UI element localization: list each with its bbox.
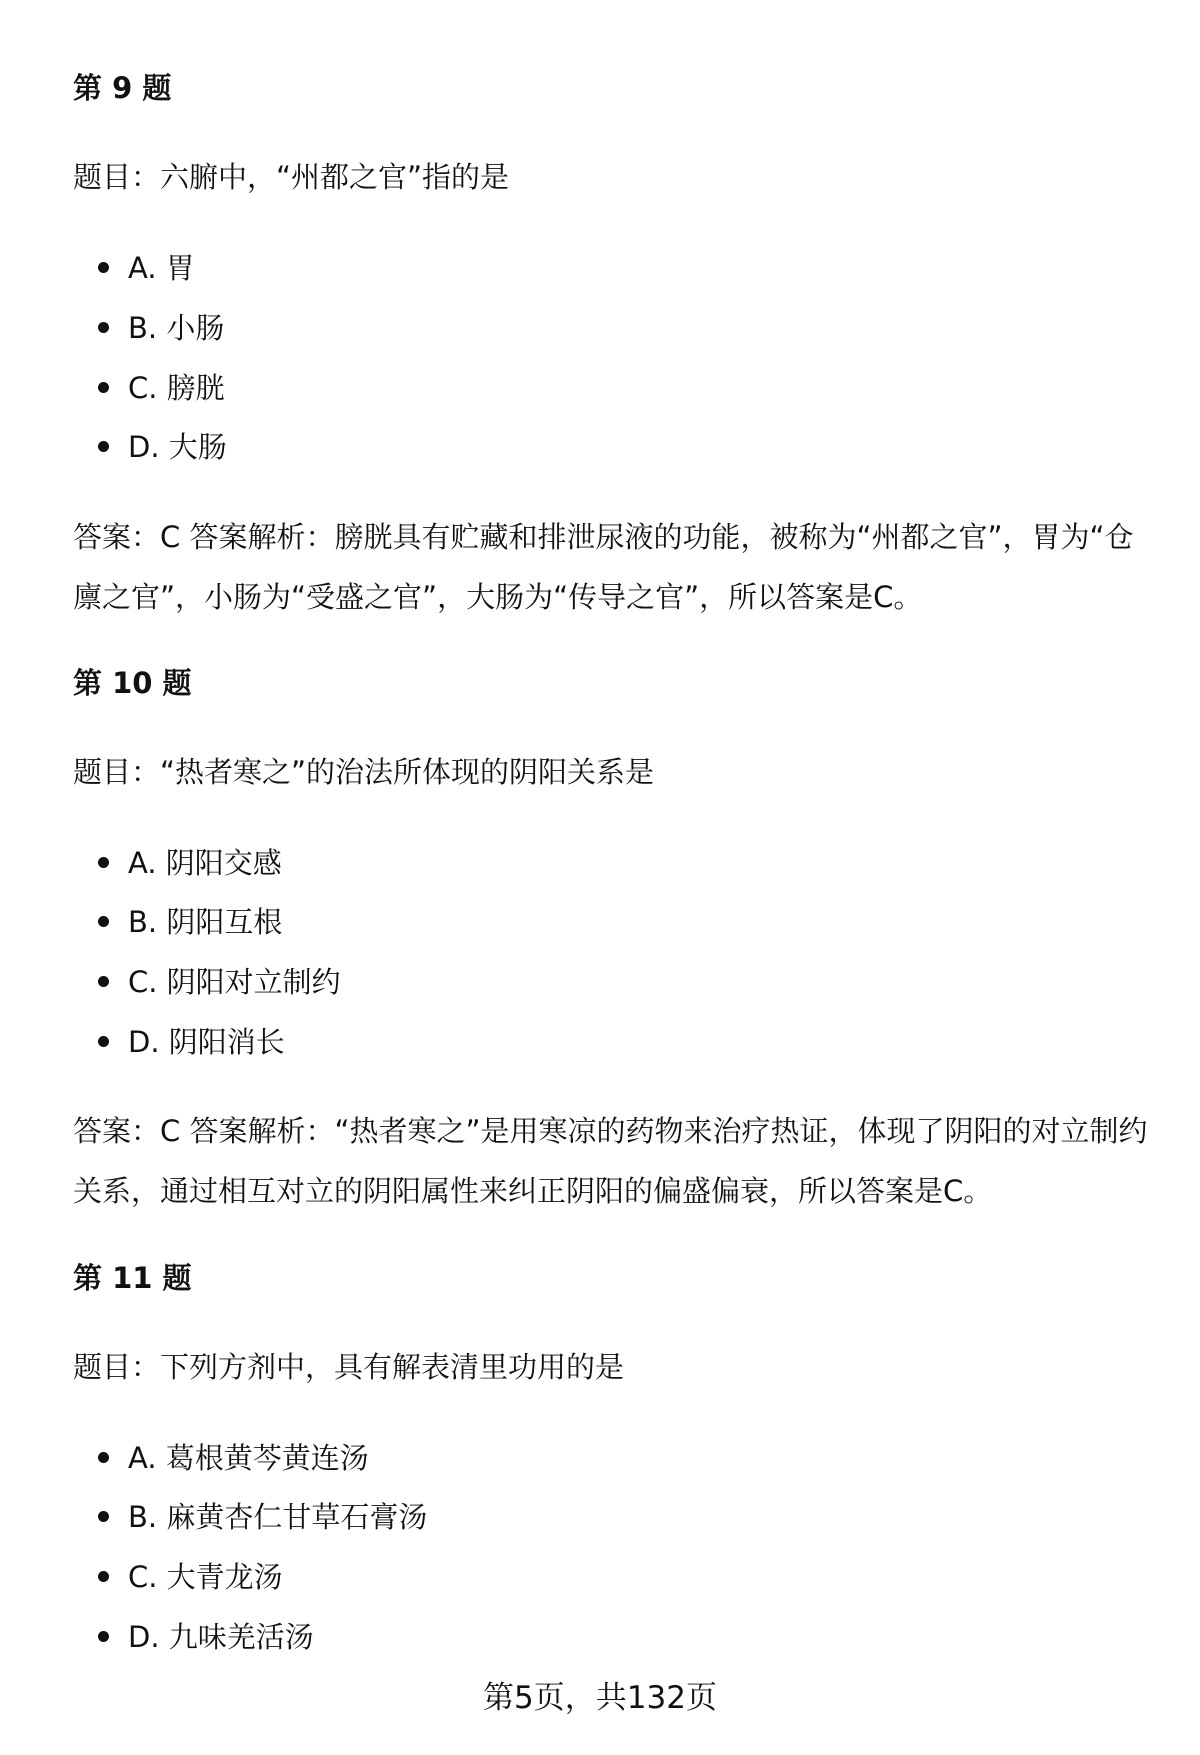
bullet-icon: [98, 441, 109, 452]
bullet-icon: [98, 1631, 109, 1642]
question-10-stem: 题目：“热者寒之”的治法所体现的阴阳关系是: [73, 755, 655, 789]
bullet-icon: [98, 1511, 109, 1522]
bullet-icon: [98, 382, 109, 393]
document-page: 第 9 题 题目：六腑中，“州都之官”指的是 A. 胃 B. 小肠 C. 膀胱 D. 大肠 答案：C 答案解析：膀胱具有贮藏和排泄尿液的功能，被称为“州都之官”，胃为“仓廪之官”，小肠为“受盛之官”，大肠为“传导之官”，所以答案是C。 第 10 题 题目：“热者寒之”的治法所体现的阴阳关系是 A. 阴阳交感 B. 阴阳互根 C. 阴阳对立制约 D. 阴阳消长 答案：C 答案解析：“热者寒之”是用寒凉的药物来治疗热证，体现了阴阳的对立制约关系，通过相互对立的阴阳属性来纠正阴阳的偏盛偏衰，所以答案是C。 第 11 题 题目：下列方剂中，具有解表清里功用的是 A. 葛根黄芩黄连汤 B. 麻黄杏仁甘草石膏汤 C. 大青龙汤 D. 九味羌活汤 第5页，共132页: [0, 0, 1200, 1755]
bullet-icon: [98, 262, 109, 273]
page-footer: 第5页，共132页: [483, 1680, 717, 1716]
question-10-title: 第 10 题: [73, 666, 192, 700]
bullet-icon: [98, 976, 109, 987]
question-9-title: 第 9 题: [73, 71, 172, 105]
bullet-icon: [98, 916, 109, 927]
bullet-icon: [98, 322, 109, 333]
bullet-icon: [98, 1036, 109, 1047]
question-9-answer: 答案：C 答案解析：膀胱具有贮藏和排泄尿液的功能，被称为“州都之官”，胃为“仓廪之官”，小肠为“受盛之官”，大肠为“传导之官”，所以答案是C。: [73, 520, 1134, 614]
question-9-stem: 题目：六腑中，“州都之官”指的是: [73, 160, 510, 194]
question-11-stem: 题目：下列方剂中，具有解表清里功用的是: [73, 1350, 625, 1384]
question-11-title: 第 11 题: [73, 1261, 192, 1295]
bullet-icon: [98, 1571, 109, 1582]
bullet-icon: [98, 1452, 109, 1463]
question-10-answer: 答案：C 答案解析：“热者寒之”是用寒凉的药物来治疗热证，体现了阴阳的对立制约关系，通过相互对立的阴阳属性来纠正阴阳的偏盛偏衰，所以答案是C。: [73, 1114, 1148, 1208]
bullet-icon: [98, 857, 109, 868]
